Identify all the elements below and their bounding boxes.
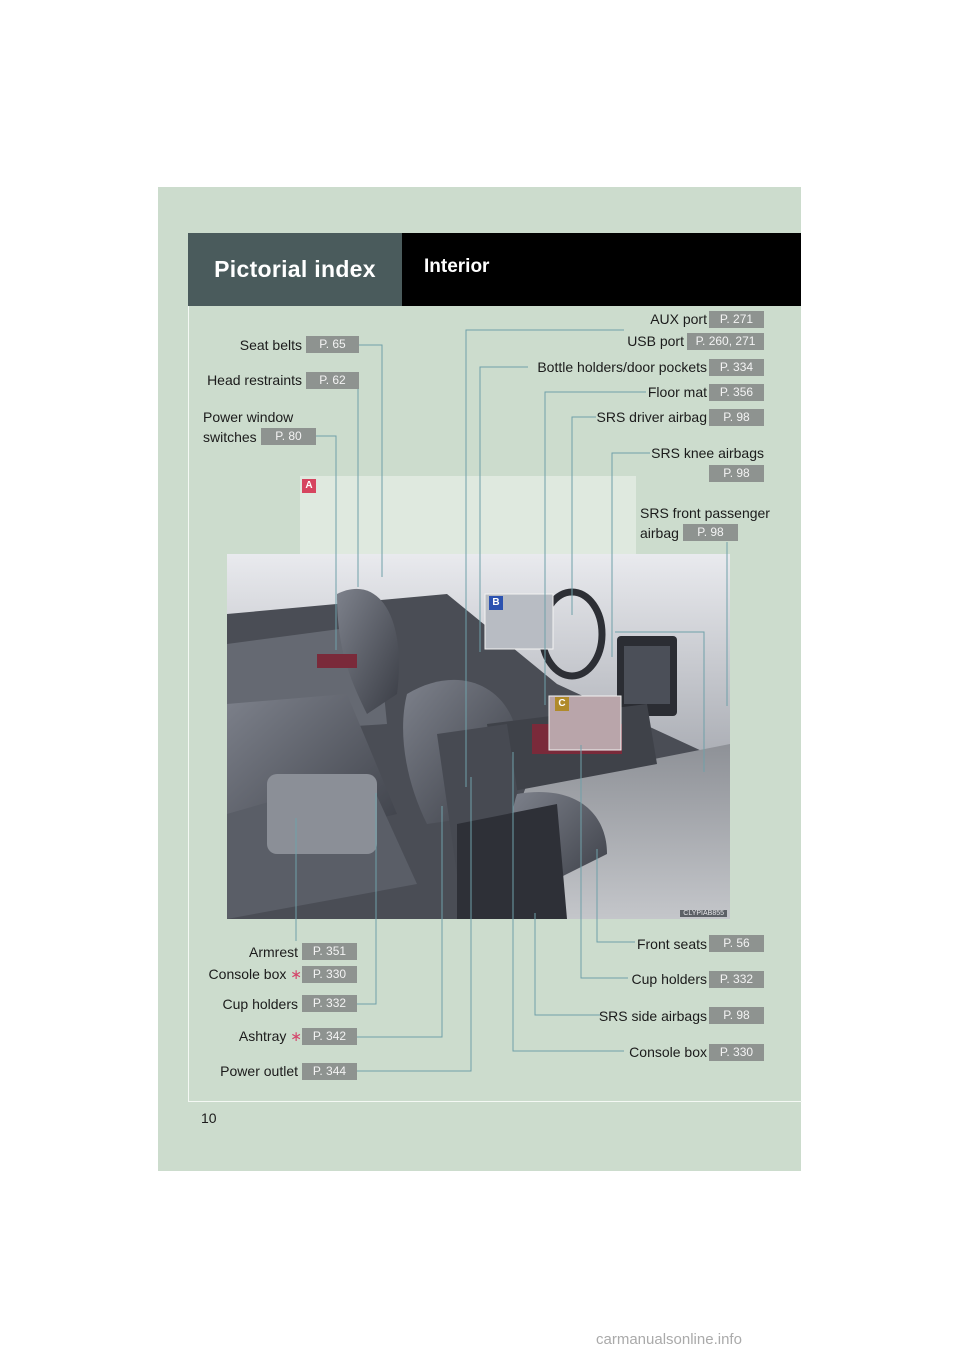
leader-power-outlet: [357, 777, 471, 1071]
leader-ashtray: [357, 806, 442, 1037]
label-armrest: Armrest: [249, 944, 298, 960]
ref-srs-driver[interactable]: P. 98: [709, 409, 764, 426]
leader-floor-mat: [545, 392, 646, 705]
ref-front-seats[interactable]: P. 56: [709, 935, 764, 952]
ref-srs-side[interactable]: P. 98: [709, 1007, 764, 1024]
ref-head-restraints[interactable]: P. 62: [306, 372, 359, 389]
leader-cup-holders-left: [357, 793, 376, 1004]
label-srs-front-passenger-2: airbag: [640, 525, 679, 541]
label-console-box-left: [209, 966, 302, 983]
asterisk-icon: ∗: [290, 1028, 302, 1044]
ref-seat-belts[interactable]: P. 65: [306, 336, 359, 353]
ref-cup-holders-right[interactable]: P. 332: [709, 971, 764, 988]
ref-usb-port[interactable]: P. 260, 271: [687, 333, 764, 350]
watermark: carmanualsonline.info: [596, 1331, 742, 1348]
label-ashtray: [239, 1028, 302, 1045]
leader-srs-driver: [572, 417, 596, 615]
label-aux-port: AUX port: [650, 311, 707, 327]
label-floor-mat: Floor mat: [647, 384, 707, 400]
leader-bottle-holders: [480, 367, 528, 652]
label-power-window-1: Power window: [203, 409, 294, 425]
leader-srs-knee: [612, 453, 650, 657]
label-front-seats: Front seats: [636, 936, 707, 952]
ref-bottle-holders[interactable]: P. 334: [709, 359, 764, 376]
ref-srs-front-passenger[interactable]: P. 98: [683, 524, 738, 541]
ref-aux-port[interactable]: P. 271: [709, 311, 764, 328]
ref-power-outlet[interactable]: P. 344: [302, 1063, 357, 1080]
label-srs-knee: SRS knee airbags: [651, 445, 764, 461]
ref-armrest[interactable]: P. 351: [302, 943, 357, 960]
leader-console-box: [513, 752, 624, 1051]
section-subtitle: Interior: [424, 256, 490, 277]
marker-a: A: [302, 479, 316, 493]
label-cup-holders-left: Cup holders: [222, 996, 298, 1012]
leader-front-seats: [597, 849, 635, 942]
label-usb-port: USB port: [627, 333, 684, 349]
ref-ashtray[interactable]: P. 342: [302, 1028, 357, 1045]
label-power-outlet: Power outlet: [220, 1063, 298, 1079]
label-bottle-holders: Bottle holders/door pockets: [537, 359, 707, 375]
label-console-box-right: Console box: [629, 1044, 707, 1060]
label-cup-holders-right: Cup holders: [631, 971, 707, 987]
photo-code: CLYPIAB855: [680, 910, 727, 917]
leader-seat-belts: [359, 345, 382, 577]
label-srs-driver: SRS driver airbag: [596, 409, 707, 425]
ref-cup-holders-left[interactable]: P. 332: [302, 995, 357, 1012]
section-title: Pictorial index: [214, 256, 376, 282]
label-ashtray-text: Ashtray: [238, 1028, 287, 1044]
ref-console-box-right[interactable]: P. 330: [709, 1044, 764, 1061]
leader-srs-side: [535, 913, 600, 1015]
label-seat-belts: Seat belts: [239, 337, 302, 353]
asterisk-icon: ∗: [290, 966, 302, 982]
ref-srs-knee[interactable]: P. 98: [709, 465, 764, 482]
leader-power-window: [316, 436, 336, 650]
leader-srs-front-passenger-2: [615, 632, 704, 772]
marker-c: C: [555, 697, 569, 711]
ref-floor-mat[interactable]: P. 356: [709, 384, 764, 401]
leader-cup-holders-right: [581, 745, 628, 978]
label-srs-side: SRS side airbags: [598, 1008, 707, 1024]
label-srs-front-passenger-1: SRS front passenger: [640, 505, 770, 521]
marker-b: B: [489, 596, 503, 610]
ref-power-window[interactable]: P. 80: [261, 428, 316, 445]
ref-console-box-left[interactable]: P. 330: [302, 966, 357, 983]
label-head-restraints: Head restraints: [207, 372, 302, 388]
label-console-box-left-text: Console box: [208, 966, 287, 982]
leader-head-restraints: [358, 380, 359, 587]
label-power-window-2: switches: [203, 429, 257, 445]
page-number: 10: [201, 1110, 217, 1126]
